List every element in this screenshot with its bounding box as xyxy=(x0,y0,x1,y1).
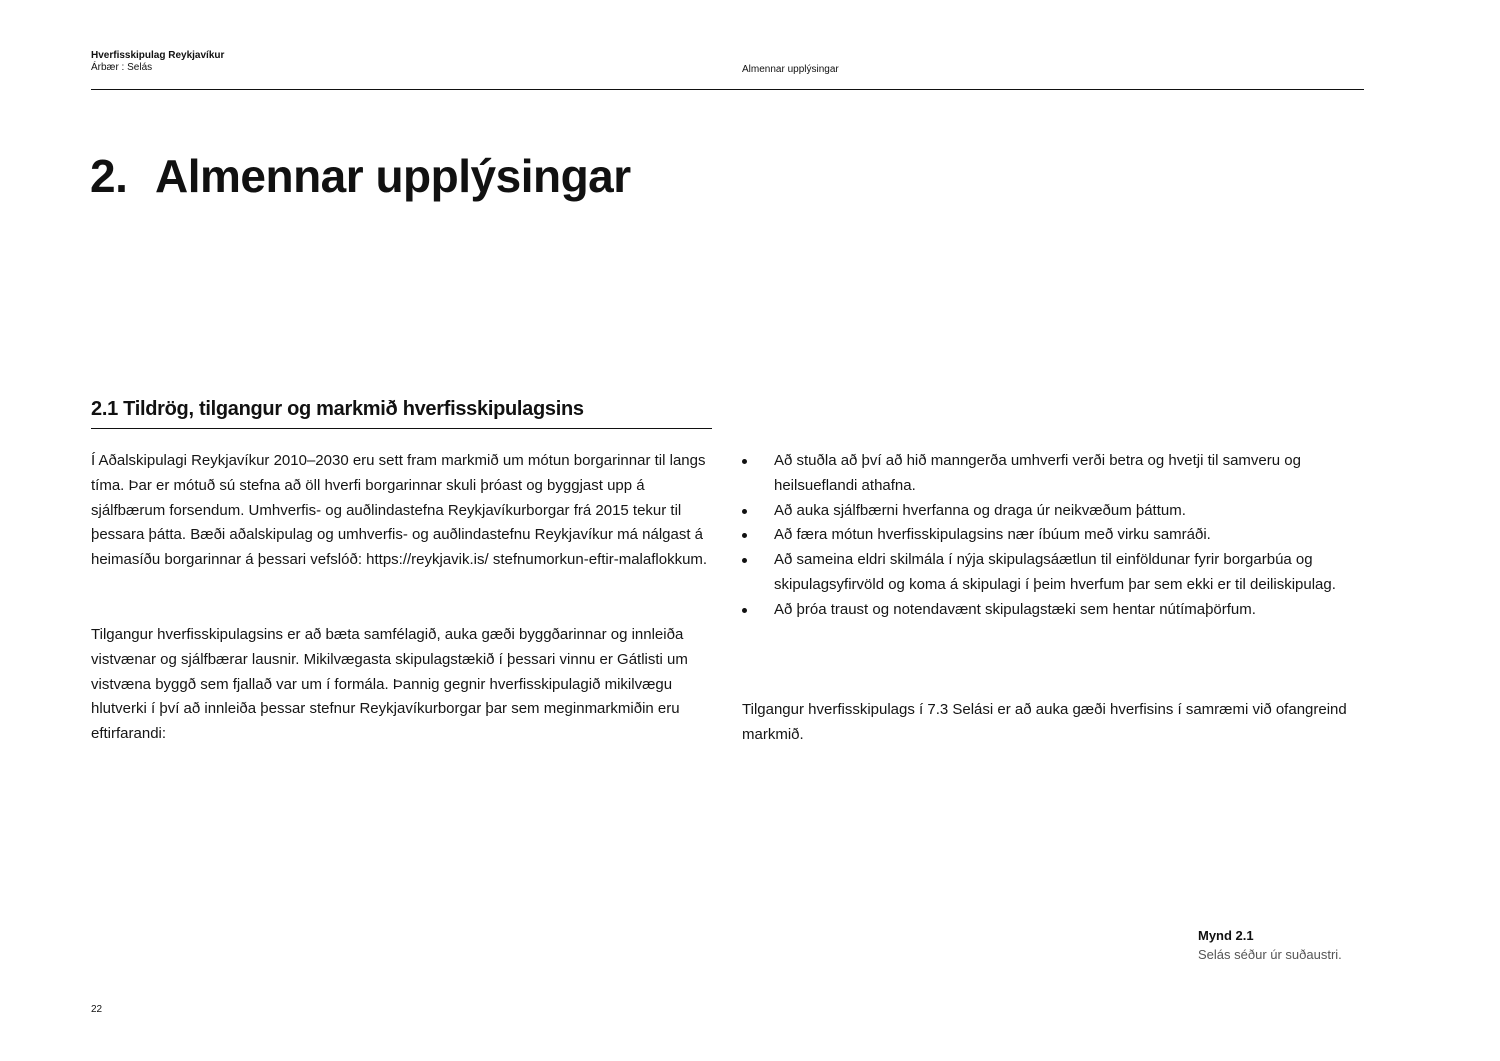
goals-list xyxy=(742,449,1362,623)
document-subtitle: Árbær : Selás xyxy=(91,62,153,73)
running-section-label: Almennar upplýsingar xyxy=(742,64,839,75)
figure-caption-label: Mynd 2.1 xyxy=(1198,928,1254,943)
closing-paragraph: Tilgangur hverfisskipulags í 7.3 Selási er að auka gæði hverfisins í samræmi við ofangreind markmið. xyxy=(742,701,1347,743)
intro-paragraph: Í Aðalskipulagi Reykjavíkur 2010–2030 eru sett fram markmið um mótun borgarinnar til langs tíma. Þar er mótuð sú stefna að öll hverfi borgarinnar skuli þróast og byggjast upp á sjálfbærum forsendum. Umhverfis- og auðlindastefna Reykjavíkurborgar frá 2015 tekur til þessara þátta. Bæði aðalskipulag og umhverfis- og auðlindastefnu Reykjavíkur má nálgast á heimasíðu borgarinnar á þessari vefslóð: https://reykjavik.is/ stefnumorkun-eftir-malaflokkum. xyxy=(91,452,708,569)
chapter-title xyxy=(90,146,631,206)
section-heading: 2.1 Tildrög, tilgangur og markmið hverfisskipulagsins xyxy=(91,398,584,420)
list-item: Að færa mótun hverfisskipulagsins nær íbúum með virku samráði. xyxy=(742,523,1362,548)
document-title: Hverfisskipulag Reykjavíkur xyxy=(91,50,225,61)
list-item: Að auka sjálfbærni hverfanna og draga úr neikvæðum þáttum. xyxy=(742,499,1362,524)
bullet-icon xyxy=(742,509,747,514)
list-item: Að þróa traust og notendavænt skipulagstæki sem hentar nútímaþörfum. xyxy=(742,598,1362,623)
section-divider xyxy=(91,428,712,429)
page-number: 22 xyxy=(91,1004,103,1015)
figure-caption-text: Selás séður úr suðaustri. xyxy=(1198,947,1342,962)
bullet-icon xyxy=(742,608,747,613)
bullet-icon xyxy=(742,533,747,538)
bullet-icon xyxy=(742,558,747,563)
purpose-paragraph: Tilgangur hverfisskipulagsins er að bæta samfélagið, auka gæði byggðarinnar og innleiða vistvænar og sjálfbærar lausnir. Mikilvægasta skipulagstækið í þessari vinnu er Gátlisti um vistvæna byggð sem fjallað var um í formála. Þannig gegnir hverfisskipulagið mikilvægu hlutverki í því að innleiða þessar stefnur Reykjavíkurborgar þar sem meginmarkmiðin eru eftirfarandi: xyxy=(91,626,688,743)
bullet-icon xyxy=(742,459,747,464)
chapter-number: 2. xyxy=(90,150,128,202)
list-item: Að sameina eldri skilmála í nýja skipulagsáætlun til einföldunar fyrir borgarbúa og skipulagsyfirvöld og koma á skipulagi í þeim hverfum þar sem ekki er til deiliskipulag. xyxy=(742,548,1362,598)
chapter-title-text: Almennar upplýsingar xyxy=(155,150,631,202)
header-divider xyxy=(91,89,1364,90)
list-item: Að stuðla að því að hið manngerða umhverfi verði betra og hvetji til samveru og heilsueflandi athafna. xyxy=(742,449,1362,499)
